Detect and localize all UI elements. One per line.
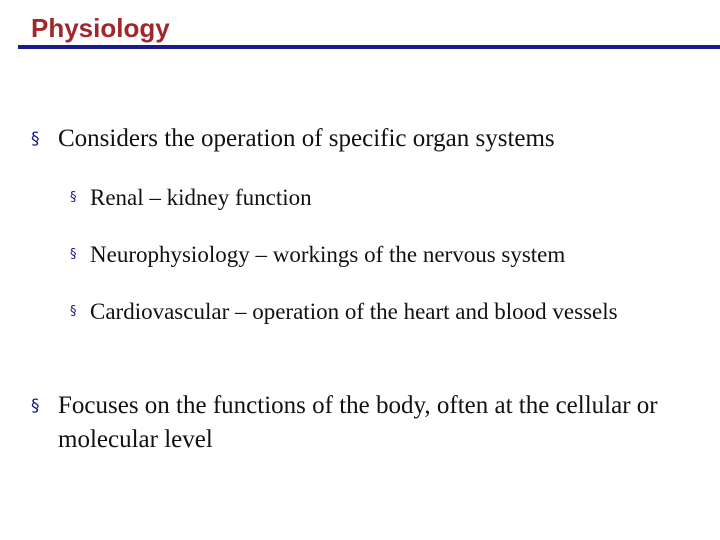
bullet-item <box>31 122 698 156</box>
sub-bullet-item <box>70 238 710 271</box>
bullet-text: Neurophysiology – workings of the nervous system <box>90 242 566 267</box>
title-underline <box>18 45 720 49</box>
sub-bullet-item <box>70 181 700 214</box>
bullet-marker-icon: § <box>31 129 40 149</box>
sub-bullet-item <box>70 295 690 328</box>
slide-title: Physiology <box>31 13 170 43</box>
bullet-text: Renal – kidney function <box>90 185 312 210</box>
bullet-marker-icon: § <box>70 190 77 205</box>
bullet-text: Cardiovascular – operation of the heart and blood vessels <box>90 299 618 324</box>
bullet-item <box>31 389 698 457</box>
bullet-text: Considers the operation of specific organ systems <box>58 125 555 152</box>
bullet-marker-icon: § <box>70 247 77 262</box>
bullet-marker-icon: § <box>70 304 77 319</box>
bullet-marker-icon: § <box>31 396 40 416</box>
bullet-text: Focuses on the functions of the body, often at the cellular or molecular level <box>58 392 658 453</box>
